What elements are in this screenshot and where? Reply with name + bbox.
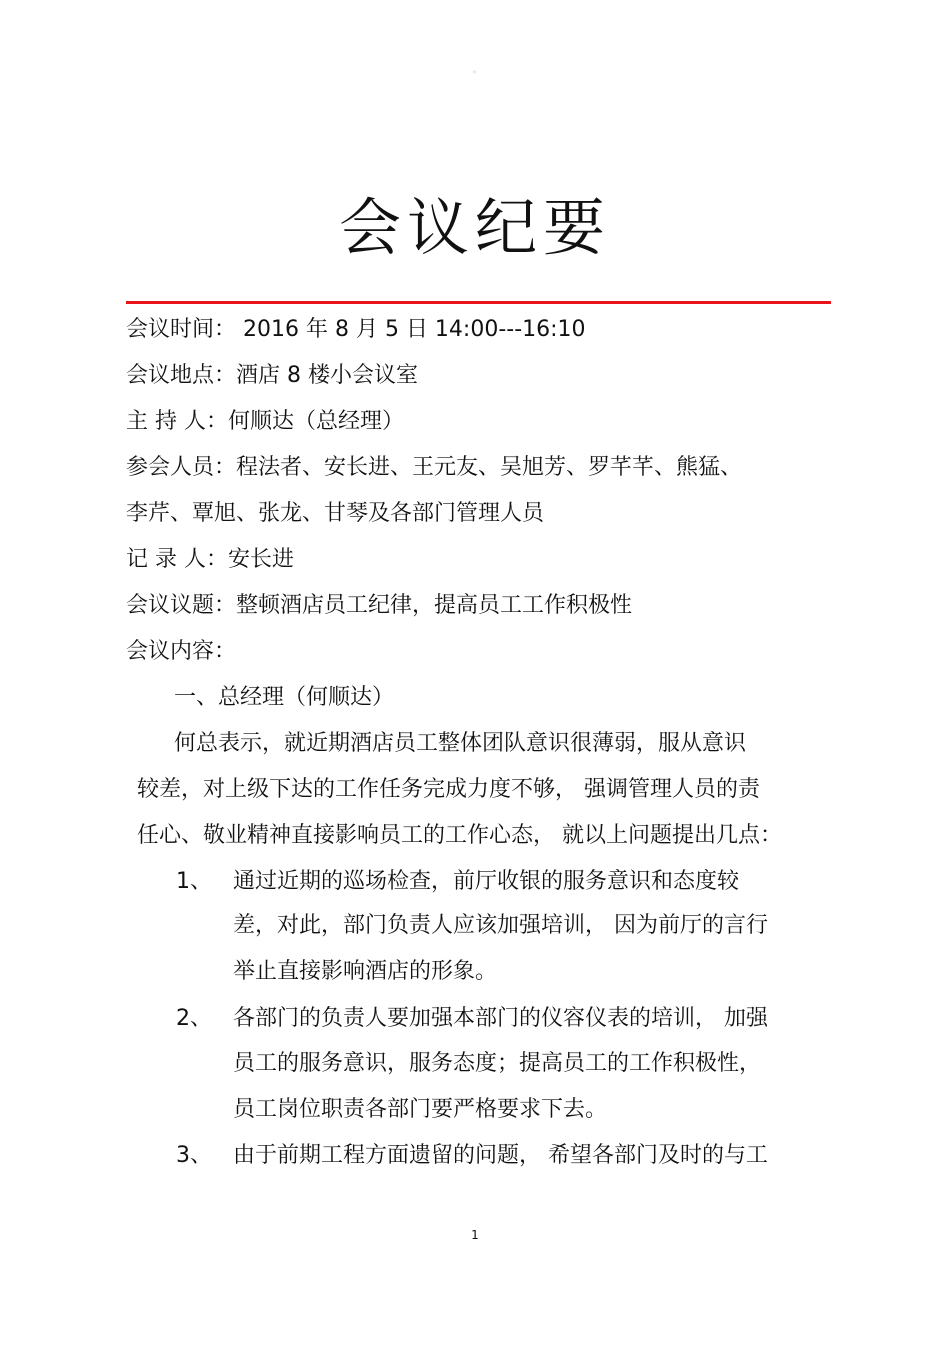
meeting-place: 会议地点：酒店 8 楼小会议室 [126,363,418,388]
meeting-attendees-line-2: 李芹、覃旭、张龙、甘琴及各部门管理人员 [126,501,545,526]
list-item-number-2: 2、 [176,1006,212,1031]
header-mark: ◦ [472,68,477,77]
intro-line-2: 较差，对上级下达的工作任务完成力度不够， 强调管理人员的责 [137,777,760,802]
document-title: 会议纪要 [338,191,611,264]
meeting-topic: 会议议题：整顿酒店员工纪律，提高员工工作积极性 [126,593,633,618]
list-item-2-line-1: 各部门的负责人要加强本部门的仪容仪表的培训， 加强 [233,1006,768,1031]
list-item-number-1: 1、 [176,869,212,894]
meeting-time: 会议时间： 2016 年 8 月 5 日 14:00---16:10 [126,317,586,342]
page-number: 1 [471,1228,479,1242]
intro-line-1: 何总表示，就近期酒店员工整体团队意识很薄弱，服从意识 [174,731,747,756]
section-heading: 一、总经理（何顺达） [174,685,395,710]
list-item-1-line-3: 举止直接影响酒店的形象。 [233,959,498,984]
list-item-2-line-2: 员工的服务意识，服务态度；提高员工的工作积极性， [233,1051,762,1076]
meeting-host: 主 持 人：何顺达（总经理） [126,409,404,434]
meeting-content-label: 会议内容： [126,639,237,664]
list-item-2-line-3: 员工岗位职责各部门要严格要求下去。 [233,1097,608,1122]
meeting-attendees-line-1: 参会人员：程法者、安长进、王元友、吴旭芳、罗芊芊、熊猛、 [126,455,743,480]
list-item-number-3: 3、 [176,1143,212,1168]
meeting-recorder: 记 录 人：安长进 [126,547,294,572]
intro-line-3: 任心、敬业精神直接影响员工的工作心态， 就以上问题提出几点： [137,823,782,848]
list-item-3-line-1: 由于前期工程方面遗留的问题， 希望各部门及时的与工 [233,1143,768,1168]
list-item-1-line-2: 差，对此，部门负责人应该加强培训， 因为前厅的言行 [233,913,768,938]
list-item-1-line-1: 通过近期的巡场检查，前厅收银的服务意识和态度较 [233,869,740,894]
title-divider [126,301,831,304]
